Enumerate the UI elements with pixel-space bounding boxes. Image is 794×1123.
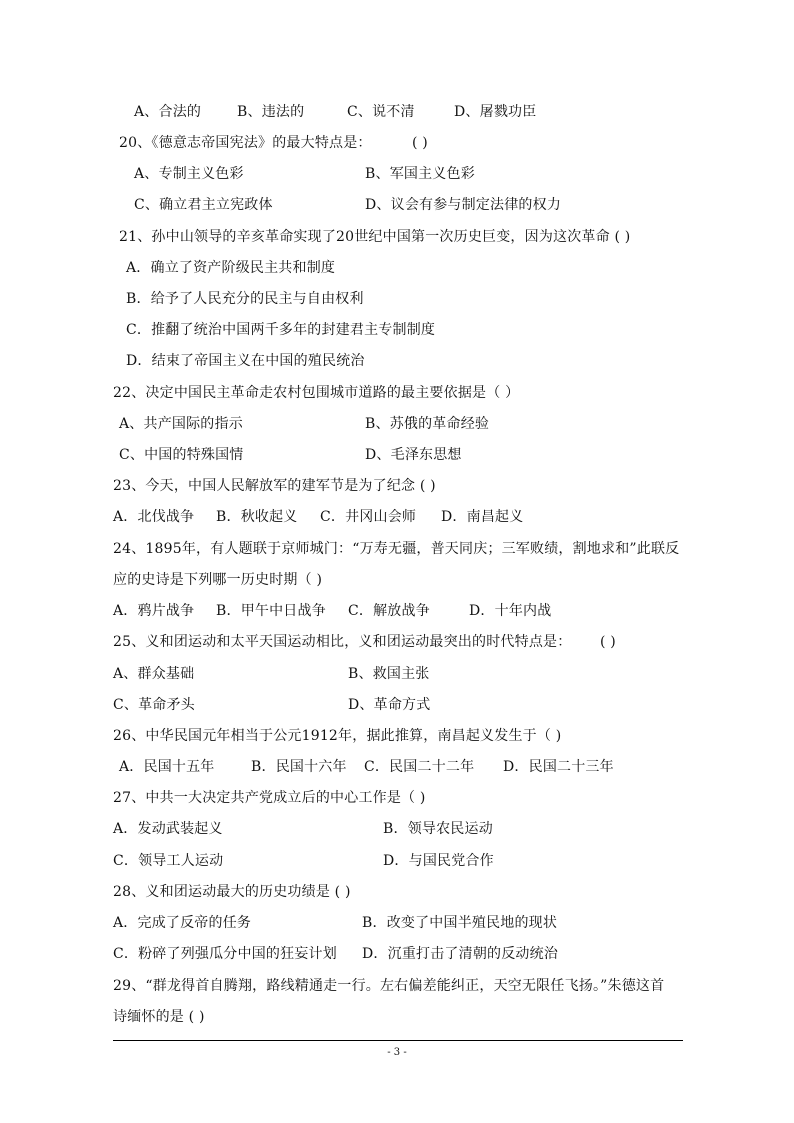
q28-option-d: D．沉重打击了清朝的反动统治 <box>362 946 559 962</box>
q28-option-c: C．粉碎了列强瓜分中国的狂妄计划 <box>113 946 337 962</box>
q26-stem: 26、中华民国元年相当于公元1912年，据此推算，南昌起义发生于（ ) <box>113 728 562 744</box>
q22-option-a: A、共产国际的指示 <box>119 416 243 432</box>
q21-option-d: D．结束了帝国主义在中国的殖民统治 <box>126 353 365 369</box>
q24-option-b: B．甲午中日战争 <box>216 603 326 619</box>
q26-option-d: D．民国二十三年 <box>503 759 614 775</box>
footer-divider <box>113 1040 683 1041</box>
q26-option-c: C．民国二十二年 <box>364 759 475 775</box>
q26-option-a: A．民国十五年 <box>119 759 215 775</box>
q24-option-c: C．解放战争 <box>348 603 430 619</box>
q29-stem-line1: 29、“群龙得首自腾翔，路线精通走一行。左右偏差能纠正，天空无限任飞扬。”朱德这首 <box>113 978 665 994</box>
q20-option-c: C、确立君主立宪政体 <box>134 197 273 213</box>
q23-stem: 23、今天，中国人民解放军的建军节是为了纪念 ( ) <box>113 478 436 494</box>
q24-stem-line2: 应的史诗是下列哪一历史时期（ ) <box>113 572 323 588</box>
q25-option-d: D、革命方式 <box>348 697 431 713</box>
q25-answer-paren: ( ) <box>600 634 616 650</box>
q27-option-b: B．领导农民运动 <box>383 821 493 837</box>
page-number: - 3 - <box>387 1047 407 1058</box>
q22-option-c: C、中国的特殊国情 <box>119 447 244 463</box>
q24-option-a: A．鸦片战争 <box>113 603 195 619</box>
q28-stem: 28、义和团运动最大的历史功绩是 ( ) <box>113 884 351 900</box>
q27-stem: 27、中共一大决定共产党成立后的中心工作是（ ) <box>113 790 426 806</box>
q21-option-b: B．给予了人民充分的民主与自由权利 <box>126 291 364 307</box>
q28-option-b: B．改变了中国半殖民地的现状 <box>362 915 558 931</box>
q22-option-d: D、毛泽东思想 <box>365 447 462 463</box>
q28-option-a: A．完成了反帝的任务 <box>113 915 252 931</box>
q22-stem: 22、决定中国民主革命走农村包围城市道路的最主要依据是（ ） <box>113 385 520 401</box>
q20-answer-paren: ( ) <box>412 135 428 151</box>
q22-option-b: B、苏俄的革命经验 <box>365 416 490 432</box>
q27-option-a: A．发动武装起义 <box>113 821 223 837</box>
q24-option-d: D．十年内战 <box>469 603 552 619</box>
q25-option-b: B、救国主张 <box>348 666 430 682</box>
q23-option-c: C．井冈山会师 <box>320 509 417 525</box>
q25-option-c: C、革命矛头 <box>113 697 195 713</box>
q19-option-d: D、屠戮功臣 <box>454 104 537 120</box>
q19-option-b: B、违法的 <box>237 104 305 120</box>
q25-option-a: A、群众基础 <box>113 666 195 682</box>
q21-stem: 21、孙中山领导的辛亥革命实现了20世纪中国第一次历史巨变，因为这次革命 ( ) <box>119 229 631 245</box>
q20-stem: 20、《德意志帝国宪法》的最大特点是： <box>119 135 372 151</box>
q23-option-a: A．北伐战争 <box>113 509 195 525</box>
q26-option-b: B．民国十六年 <box>251 759 347 775</box>
q20-option-d: D、议会有参与制定法律的权力 <box>365 197 562 213</box>
q29-stem-line2: 诗缅怀的是 ( ) <box>113 1009 205 1025</box>
q19-option-c: C、说不清 <box>347 104 415 120</box>
q20-option-b: B、军国主义色彩 <box>365 166 475 182</box>
q27-option-c: C．领导工人运动 <box>113 853 224 869</box>
q27-option-d: D．与国民党合作 <box>383 853 494 869</box>
q25-stem: 25、义和团运动和太平天国运动相比，义和团运动最突出的时代特点是： <box>113 634 572 650</box>
q19-option-a: A、合法的 <box>134 104 202 120</box>
q23-option-d: D．南昌起义 <box>441 509 524 525</box>
q24-stem-line1: 24、1895年，有人题联于京师城门：“万寿无疆，普天同庆；三军败绩，割地求和”此联反 <box>113 541 680 557</box>
q20-option-a: A、专制主义色彩 <box>134 166 244 182</box>
q23-option-b: B．秋收起义 <box>216 509 298 525</box>
q21-option-c: C．推翻了统治中国两千多年的封建君主专制制度 <box>126 322 436 338</box>
q21-option-a: A．确立了资产阶级民主共和制度 <box>126 260 336 276</box>
